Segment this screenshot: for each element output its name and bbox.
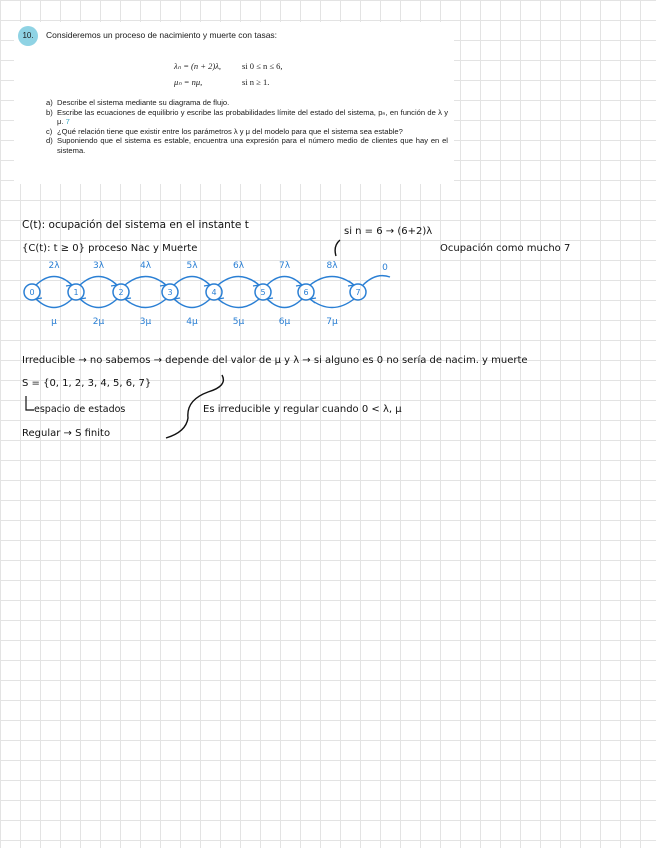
state-label-0: 0 [29,288,35,297]
note-process-definition: {C(t): t ≥ 0} proceso Nac y Muerte [22,243,198,254]
death-rate-1: 2μ [92,317,105,327]
state-label-3: 3 [167,288,173,297]
part-d: d) Suponiendo que el sistema es estable, encuentra una expresión para el número medio de clientes que hay en el sistema. [46,136,448,155]
birth-rate-4: 6λ [232,261,245,271]
birth-rate-5: 7λ [278,261,291,271]
cond-mu: si n ≥ 1. [242,77,270,87]
birth-rate-1: 3λ [92,261,105,271]
state-label-5: 5 [260,288,266,297]
state-space-hook [26,396,34,410]
state-label-6: 6 [303,288,309,297]
note-irreducible: Irreducible → no sabemos → depende del valor de μ y λ → si alguno es 0 no sería de nacim. y muerte [22,355,528,366]
rate-mu: μₙ = nμ, [174,77,203,87]
cond-lambda: si 0 ≤ n ≤ 6, [242,61,283,71]
note-conclusion: Es irreducible y regular cuando 0 < λ, μ [203,404,402,415]
note-max-occupancy: Ocupación como mucho 7 [440,243,571,254]
part-b-mark: 7 [65,117,70,127]
birth-rate-3: 5λ [186,261,198,271]
part-c: c) ¿Qué relación tiene que existir entre los parámetros λ y μ del modelo para que el sistema sea estable? [46,126,403,136]
part-b: b) Escribe las ecuaciones de equilibrio y escribe las probabilidades límite del estado del sistema, pₙ, en función de λ y μ. 7 [46,107,448,127]
death-rate-5: 6μ [278,317,291,327]
exercise-number: 10. [18,26,38,46]
note-rate-at-6: si n = 6 → (6+2)λ [344,226,433,237]
exercise-statement: Consideremos un proceso de nacimiento y muerte con tasas: [46,30,278,40]
death-rate-4: 5μ [232,317,245,327]
death-rate-3: 4μ [186,317,198,327]
death-rate-0: μ [51,317,57,327]
state-label-2: 2 [118,288,124,297]
birth-rate-7: 0 [382,263,388,273]
brace-curve [166,375,223,438]
arrow-to-rate-6 [335,240,340,256]
birth-rate-2: 4λ [139,261,152,271]
state-label-4: 4 [211,288,217,297]
birth-rate-6: 8λ [326,261,338,271]
state-label-1: 1 [73,288,79,297]
death-rate-2: 3μ [139,317,152,327]
note-state-space: S = {0, 1, 2, 3, 4, 5, 6, 7} [22,378,152,389]
note-regular: Regular → S finito [22,428,111,439]
note-state-space-label: espacio de estados [34,404,126,415]
birth-rate-0: 2λ [48,261,60,271]
part-a: a) Describe el sistema mediante su diagrama de flujo. [46,98,230,107]
death-rate-6: 7μ [326,317,338,327]
state-label-7: 7 [355,288,361,297]
rate-lambda: λₙ = (n + 2)λ, [174,61,222,71]
note-occupancy-definition: C(t): ocupación del sistema en el instante t [22,219,249,231]
